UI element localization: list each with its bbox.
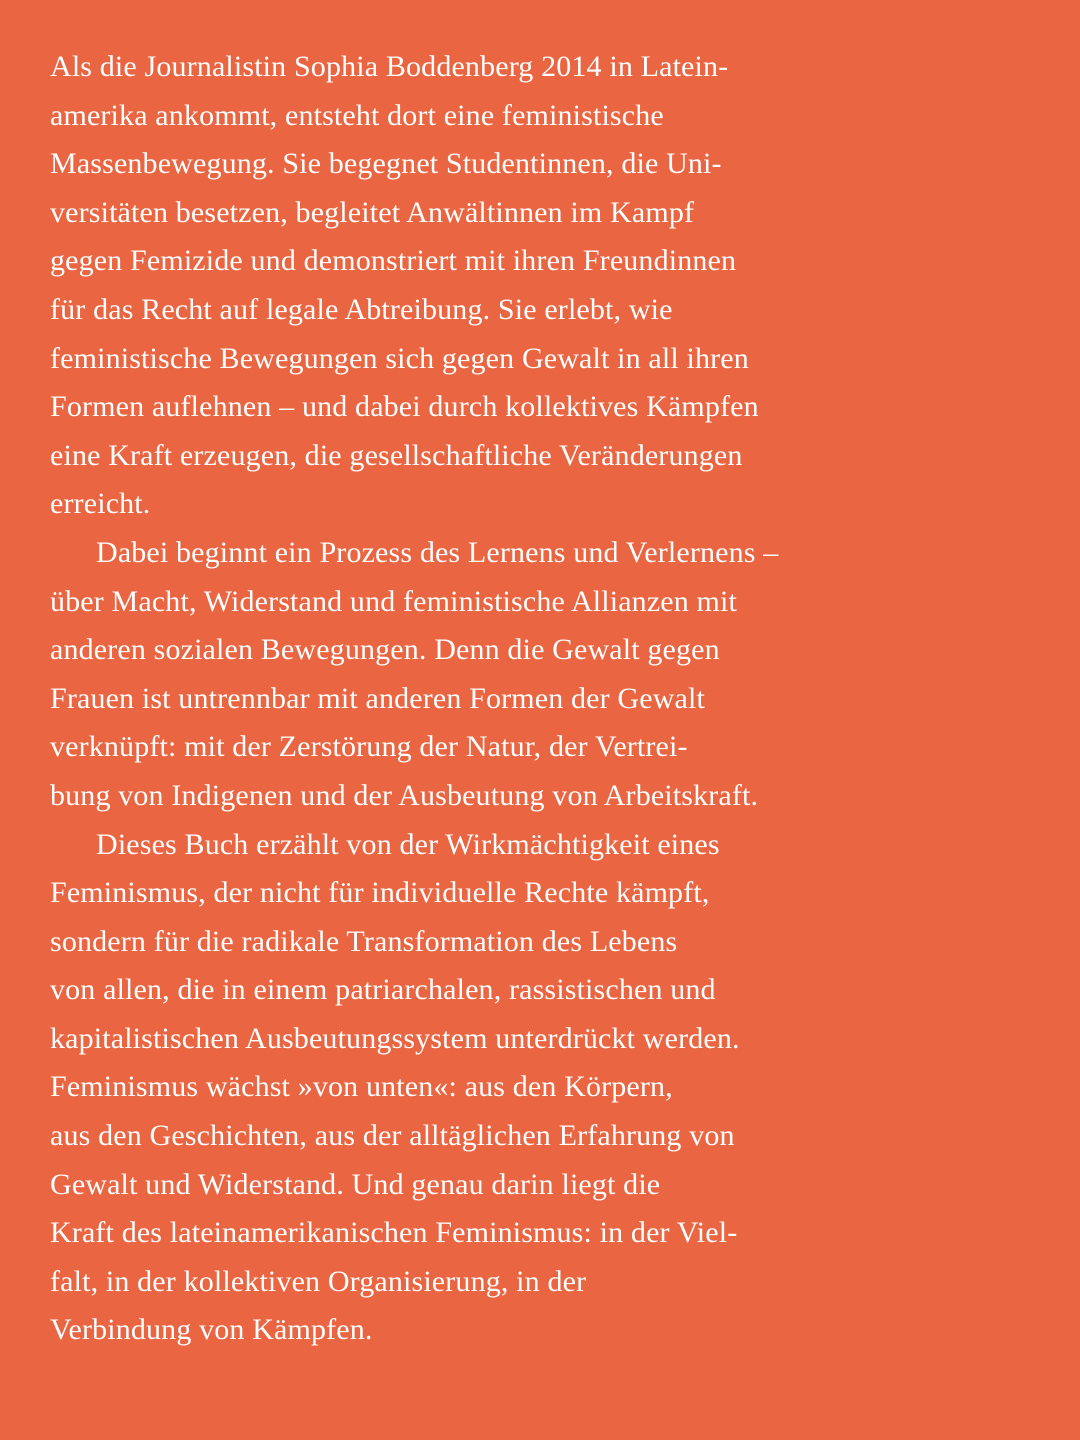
- text-line: Dieses Buch erzählt von der Wirkmächtigkeit eines: [96, 827, 720, 861]
- text-line: gegen Femizide und demonstriert mit ihren Freundinnen: [50, 244, 737, 278]
- text-line: falt, in der kollektiven Organisierung, in der: [50, 1264, 587, 1298]
- text-line: Dabei beginnt ein Prozess des Lernens und Verlernens –: [96, 535, 779, 569]
- text-line: für das Recht auf legale Abtreibung. Sie erlebt, wie: [50, 292, 673, 326]
- text-line: Kraft des lateinamerikanischen Feminismus: in der Viel-: [50, 1216, 738, 1250]
- text-line: Massenbewegung. Sie begegnet Studentinnen, die Uni-: [50, 147, 722, 181]
- text-line: sondern für die radikale Transformation des Lebens: [50, 924, 678, 958]
- text-line: Formen auflehnen – und dabei durch kollektives Kämpfen: [50, 390, 759, 424]
- text-line: kapitalistischen Ausbeutungssystem unterdrückt werden.: [50, 1021, 740, 1055]
- text-line: bung von Indigenen und der Ausbeutung von Arbeitskraft.: [50, 778, 759, 812]
- text-line: von allen, die in einem patriarchalen, rassistischen und: [50, 973, 716, 1007]
- text-line: Frauen ist untrennbar mit anderen Formen der Gewalt: [50, 681, 705, 715]
- text-line: feministische Bewegungen sich gegen Gewalt in all ihren: [50, 341, 749, 375]
- blurb-text: [50, 43, 1050, 1355]
- text-line: amerika ankommt, entsteht dort eine feministische: [50, 98, 664, 132]
- paragraph-3: [50, 821, 1050, 1356]
- text-line: Feminismus, der nicht für individuelle Rechte kämpft,: [50, 876, 710, 910]
- text-line: eine Kraft erzeugen, die gesellschaftliche Veränderungen: [50, 438, 743, 472]
- text-line: Feminismus wächst »von unten«: aus den Körpern,: [50, 1070, 673, 1104]
- text-line: aus den Geschichten, aus der alltäglichen Erfahrung von: [50, 1119, 735, 1153]
- text-line: Gewalt und Widerstand. Und genau darin liegt die: [50, 1167, 661, 1201]
- text-line: anderen sozialen Bewegungen. Denn die Gewalt gegen: [50, 633, 720, 667]
- paragraph-2: [50, 529, 1050, 821]
- text-line: über Macht, Widerstand und feministische Allianzen mit: [50, 584, 738, 618]
- text-line: erreicht.: [50, 487, 151, 521]
- text-line: versitäten besetzen, begleitet Anwältinnen im Kampf: [50, 195, 695, 229]
- text-line: verknüpft: mit der Zerstörung der Natur, der Vertrei-: [50, 730, 688, 764]
- text-line: Verbindung von Kämpfen.: [50, 1313, 373, 1347]
- text-line: Als die Journalistin Sophia Boddenberg 2014 in Latein-: [50, 50, 729, 83]
- paragraph-1: [50, 43, 1050, 529]
